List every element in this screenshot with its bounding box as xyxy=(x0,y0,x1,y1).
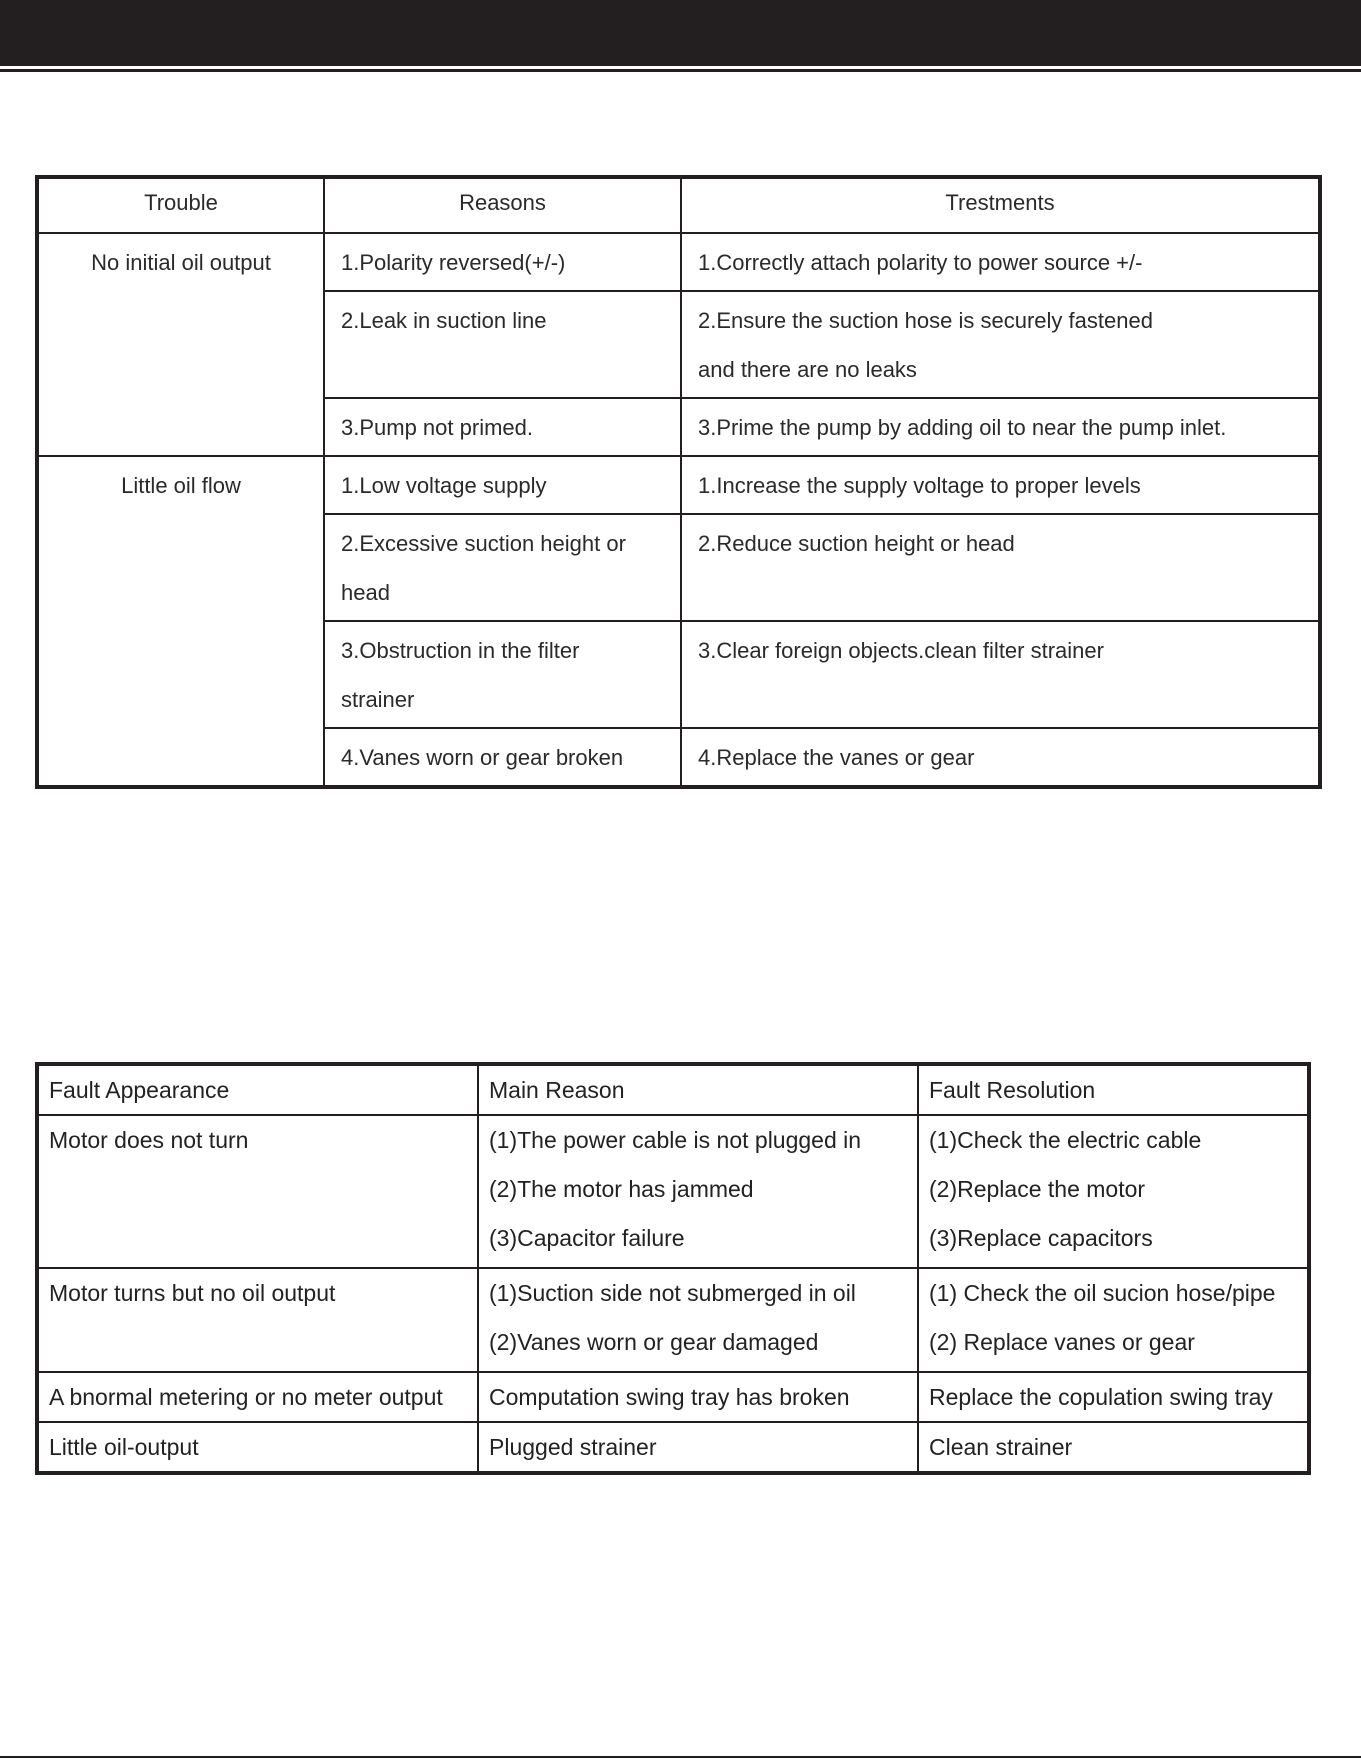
treatment-cell: 4.Replace the vanes or gear xyxy=(681,728,1320,787)
table-row xyxy=(37,1115,1309,1268)
table-row xyxy=(37,233,1320,291)
header-fault-appearance: Fault Appearance xyxy=(37,1064,478,1115)
resolution-cell: Clean strainer xyxy=(918,1422,1309,1473)
footer-rule xyxy=(0,1756,1361,1758)
trouble-cell: No initial oil output xyxy=(37,233,324,456)
trouble-cell: Little oil flow xyxy=(37,456,324,787)
header-treatments: Trestments xyxy=(681,177,1320,233)
reason-cell: 1.Low voltage supply xyxy=(324,456,681,514)
troubleshooting-table xyxy=(35,175,1322,789)
treatment-cell: 1.Increase the supply voltage to proper levels xyxy=(681,456,1320,514)
header-main-reason: Main Reason xyxy=(478,1064,918,1115)
header-reasons: Reasons xyxy=(324,177,681,233)
reason-cell: 1.Polarity reversed(+/-) xyxy=(324,233,681,291)
main-reason-cell: Computation swing tray has broken xyxy=(478,1372,918,1422)
fault-resolution-table xyxy=(35,1062,1311,1475)
table-header-row xyxy=(37,1064,1309,1115)
fault-cell: Motor turns but no oil output xyxy=(37,1268,478,1372)
treatment-cell: 2.Reduce suction height or head xyxy=(681,514,1320,621)
treatment-cell: 3.Clear foreign objects.clean filter strainer xyxy=(681,621,1320,728)
main-reason-cell xyxy=(478,1115,918,1268)
header-rule xyxy=(0,69,1361,72)
treatment-cell: 3.Prime the pump by adding oil to near the pump inlet. xyxy=(681,398,1320,456)
table-row xyxy=(37,456,1320,514)
resolution-cell xyxy=(918,1115,1309,1268)
treatment-cell: 1.Correctly attach polarity to power source +/- xyxy=(681,233,1320,291)
resolution-cell: Replace the copulation swing tray xyxy=(918,1372,1309,1422)
fault-cell: Little oil-output xyxy=(37,1422,478,1473)
table-row xyxy=(37,1268,1309,1372)
treatment-cell: 2.Ensure the suction hose is securely fastened and there are no leaks xyxy=(681,291,1320,398)
resolution-text: (1) Check the oil sucion hose/pipe (2) Replace vanes or gear xyxy=(929,1280,1276,1355)
main-reason-text: (1)The power cable is not plugged in (2)The motor has jammed (3)Capacitor failure xyxy=(489,1127,862,1251)
main-reason-cell: Plugged strainer xyxy=(478,1422,918,1473)
header-bar xyxy=(0,0,1361,66)
main-reason-cell xyxy=(478,1268,918,1372)
fault-cell: Motor does not turn xyxy=(37,1115,478,1268)
resolution-cell xyxy=(918,1268,1309,1372)
table-header-row xyxy=(37,177,1320,233)
header-fault-resolution: Fault Resolution xyxy=(918,1064,1309,1115)
reason-cell: 3.Obstruction in the filter strainer xyxy=(324,621,681,728)
table-row xyxy=(37,1372,1309,1422)
reason-cell: 2.Leak in suction line xyxy=(324,291,681,398)
fault-cell: A bnormal metering or no meter output xyxy=(37,1372,478,1422)
reason-cell: 3.Pump not primed. xyxy=(324,398,681,456)
reason-cell: 4.Vanes worn or gear broken xyxy=(324,728,681,787)
reason-cell: 2.Excessive suction height or head xyxy=(324,514,681,621)
main-reason-text: (1)Suction side not submerged in oil (2)Vanes worn or gear damaged xyxy=(489,1280,856,1355)
table-row xyxy=(37,1422,1309,1473)
resolution-text: (1)Check the electric cable (2)Replace the motor (3)Replace capacitors xyxy=(929,1127,1202,1251)
header-trouble: Trouble xyxy=(37,177,324,233)
